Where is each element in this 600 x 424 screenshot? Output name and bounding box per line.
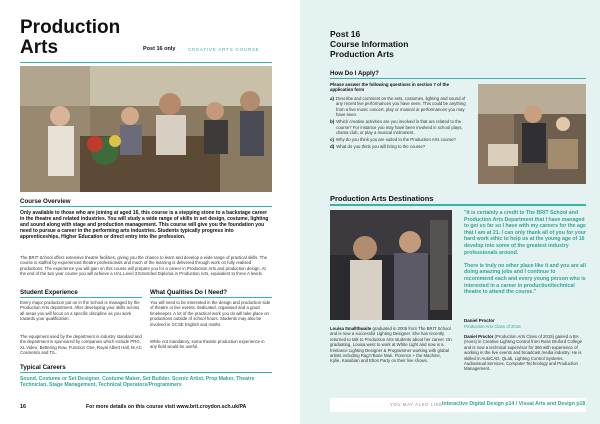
- hero-photo: [20, 66, 272, 192]
- daniel-bio: [464, 334, 586, 372]
- apply-heading: How Do I Apply?: [330, 70, 379, 77]
- apply-question-b: b) Which creative activities are you involved in that are related to the course? For instance you may have been involved in school plays, drama club, or play a musical instrument.: [330, 119, 463, 135]
- course-overview-heading: Course Overview: [20, 198, 71, 205]
- louisa-name: Louisa Smallthwaite: [330, 326, 372, 331]
- page-title-line2: Arts: [20, 37, 59, 58]
- apply-question-c: c) Why do you think you are suited to the Production Arts course?: [330, 136, 456, 142]
- overview-rule: [20, 206, 272, 207]
- title-rule: [20, 62, 272, 63]
- overview-lead: Only available to those who are joining at aged 16, this course is a stepping stone to a backstage career in the theatre and related industries. You will study a wide range of skills in set design, costume, lighting and sound along with stage and production management. This course will give you the foundation you need to pursue a career in the performing arts industries. Students typically progress into apprenticeships, Higher Education or direct entry into the profession.: [20, 210, 269, 241]
- apply-questions: [330, 96, 470, 151]
- right-page: [300, 0, 600, 424]
- course-category: CREATIVE ARTS COURSE: [188, 47, 260, 52]
- right-header-line1: Post 16: [330, 29, 361, 39]
- daniel-name: Daniel Proctor: [464, 334, 494, 339]
- right-header-line2: Course Information: [330, 39, 409, 49]
- louisa-bio: [330, 326, 452, 364]
- page-title-line1: Production: [20, 17, 121, 38]
- typical-careers-rule: [20, 372, 272, 373]
- typical-careers-list: Sound, Costume or Set Designer, Costume Maker, Set Builder, Scenic Artist, Prop Maker, Theatre Technician, Stage Management, Technical Operators/Programmers: [20, 376, 255, 389]
- student-experience-p1: Every major production put on in the School is managed by the Production Arts department. After developing your skills across all areas you will focus on a specific discipline as you work towards your qualification.: [20, 300, 140, 322]
- apply-question-a: a) Describe and comment on the sets, costumes, lighting and sound of any recent live performances you have seen. This could be anything from a live music concert, play or musical or performances you may have seen.: [330, 96, 466, 118]
- apply-rule: [330, 78, 586, 79]
- destinations-photo: [330, 210, 452, 320]
- post-tag: Post 16 only: [143, 46, 176, 52]
- student-experience-heading: Student Experience: [20, 289, 78, 296]
- also-like-links[interactable]: Interactive Digital Design p14 / Visual Arts and Design p18: [442, 401, 586, 407]
- daniel-text: (Production Arts Class of 2015) gained a BA (Hons) in Creative Lighting Control from Rose Bruford College and is now a technical supervisor for 360 with experience of working in the live events and broadcast media industry. He is skilled in AutoCAD, QLab, Lighting Control Systems, Audiovisual Services, Computer Technology and Production Management.: [464, 334, 582, 372]
- also-like-label: YOU MAY ALSO LIKE:: [390, 402, 445, 407]
- apply-intro: Please answer the following questions in section 7 of the application form: [330, 82, 450, 93]
- qualities-heading: What Qualities Do I Need?: [150, 289, 228, 296]
- page-number: 16: [20, 404, 27, 410]
- qualities-p1: You will need to be interested in the design and production side of theatre or live events, dedicated, organised and a good timekeeper. A lot of the practical work you do will take place on productions outside of school hours. Students may also be involved in GCSE English and maths.: [150, 300, 271, 327]
- testimonial-quote: "It is certainly a credit to The BRIT School and Production Arts Department that I have managed to get so far so I have with my careers for the age that I am at 21. I can only thank all of you for your hard work ethic to help us at the young age of 16 develop into some of the greatest industry professionals around. There is truly no other place like it and you are all doing amazing jobs and I continue to recommend each and every young person who is interested in a career in production/technical theatre to attend the course.": [464, 210, 586, 296]
- student-experience-rule: [20, 297, 142, 298]
- apply-question-d: d) What do you think you will bring to the course?: [330, 143, 426, 149]
- student-experience-p2: The equipment used by the department is industry standard and the department is sponsored by companies which include PRG, XL Video, Bettering Row, Function One, Royal Albert Hall, M.AC Cosmetics and TIL.: [20, 334, 142, 356]
- footer-link[interactable]: For more details on this course visit www.brit.croydon.sch.uk/PA: [86, 404, 247, 410]
- right-header-line3: Production Arts: [330, 49, 394, 59]
- apply-photo: [478, 84, 586, 184]
- qualities-rule: [150, 297, 272, 298]
- louisa-text: graduated in 2006 from The BRIT School and is now a successful Lighting Designer. She has recently returned to talk to Production Arts students about her career. On graduating, Louisa went to work at White Light and now is a freelance Lighting Designer & Programmer working with global artists including Rag'n'Bone Man, Florence + the Machine, Kylie, Kasabian and Elton Party on their live shows.: [330, 326, 452, 364]
- destinations-rule: [330, 204, 586, 206]
- typical-careers-heading: Typical Careers: [20, 364, 66, 371]
- quote-author-detail: Production Arts Class of 2015: [464, 324, 521, 329]
- qualities-p2: While not mandatory, some theatre production experience in any field would be useful.: [150, 339, 265, 350]
- quote-author: Daniel Proctor: [464, 318, 495, 323]
- destinations-heading: Production Arts Destinations: [330, 194, 434, 203]
- overview-body: The BRIT School offers extensive theatre facilities, giving you the chance to learn and develop a wide range of practical skills. The course is staffed by experienced theatre professionals and much of the learning is delivered through work on fully realised productions. The experience you will gain on this course will prepare you for a career in Production Arts and production design. At the end of the two year course you will achieve a UAL Level 3 Extended Diploma in Production Arts, equivalent to three A levels.: [20, 255, 267, 277]
